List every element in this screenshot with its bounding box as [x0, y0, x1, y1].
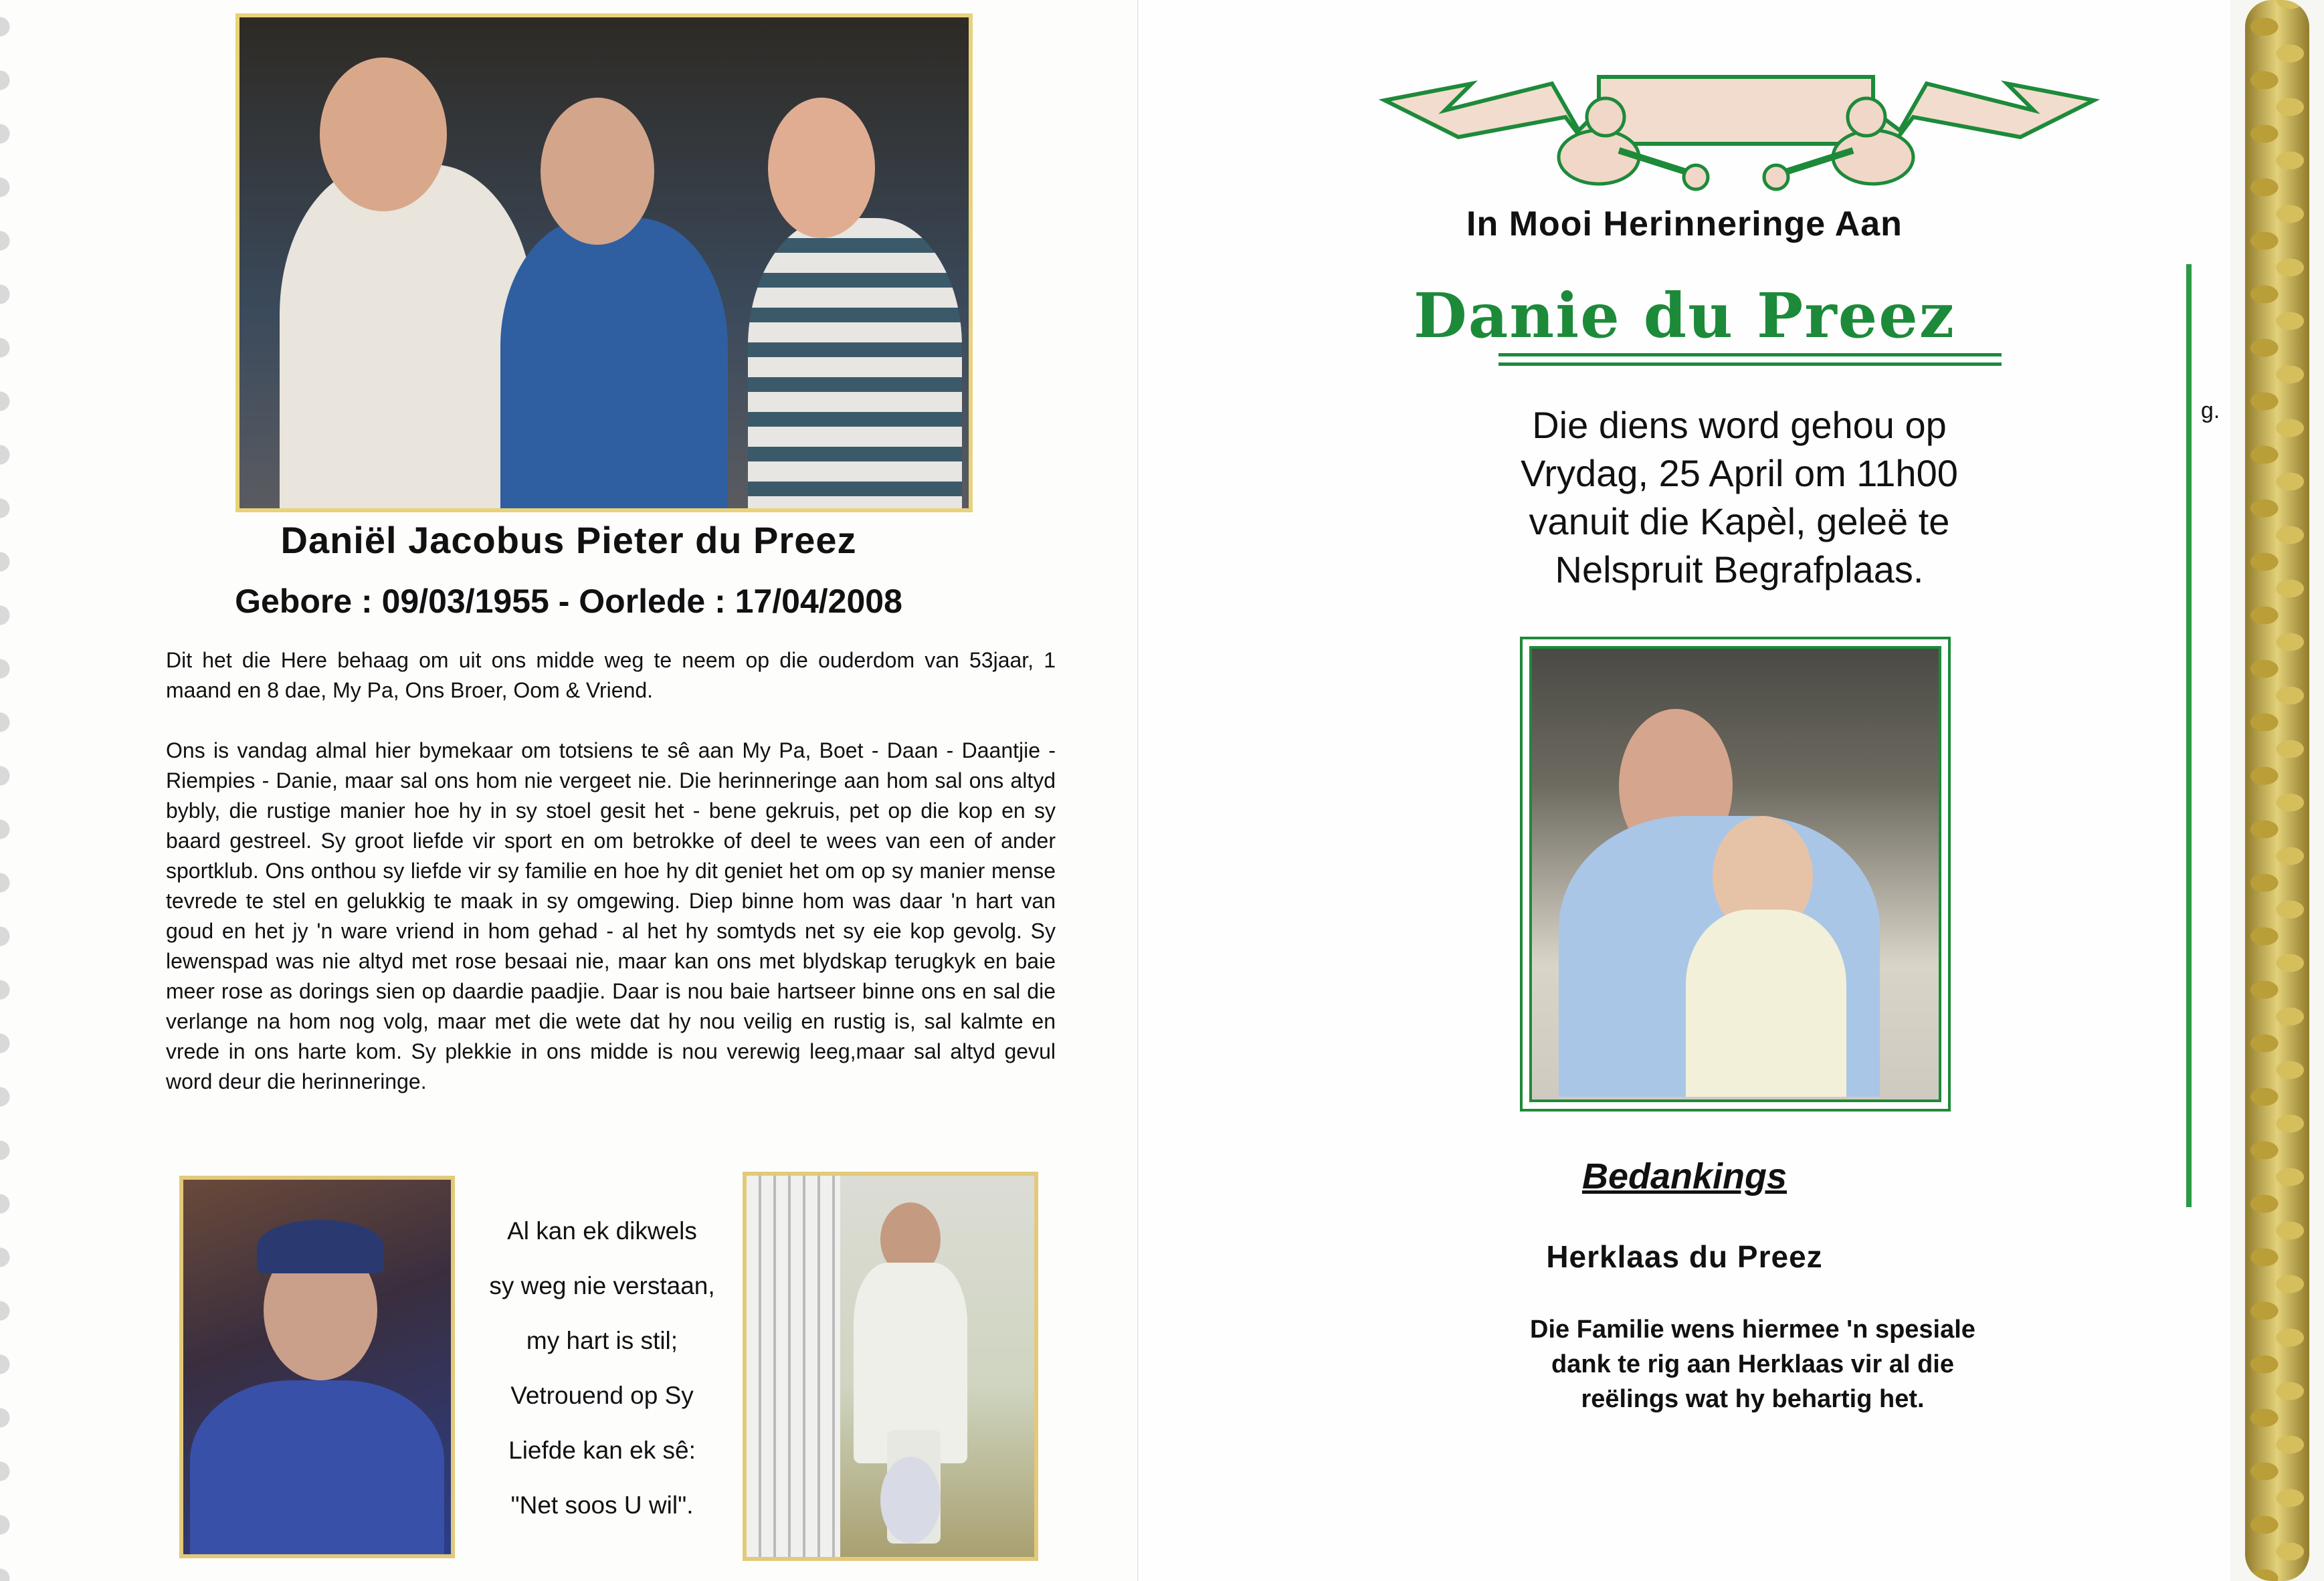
- verse-line: Vetrouend op Sy: [510, 1382, 694, 1409]
- verse-line: sy weg nie verstaan,: [489, 1272, 715, 1299]
- service-line: Die diens word gehou op: [1532, 404, 1947, 446]
- gold-braid: [2245, 0, 2309, 1581]
- gold-braid-border: [2230, 0, 2324, 1581]
- family-photo: [235, 13, 973, 512]
- tribute-paragraph: Ons is vandag almal hier bymekaar om totsiens te sê aan My Pa, Boet - Daan - Daantjie - Riempies - Danie, maar sal ons hom nie vergeet nie. Die herinneringe aan hom sal ons altyd bybly, die rustige manier hoe hy in sy stoel gesit het - bene gekruis, pet op die kop en sy baard gestreel. Sy groot liefde vir sport en om betrokke of deel te wees van een of ander sportklub. Ons onthou sy liefde vir sy familie en hoe hy dit geniet het om op sy manier mense tevrede te stel en gelukkig te maak in sy omgewing. Diep binne hom was daar 'n hart van goud en het jy 'n ware vriend in hom gehad - al het hy somtyds net sy eie kop gevolg. Sy lewenspad was nie altyd met rose besaai nie, maar kan ons met blydskap terugkyk en baie meer rose as dorings sien op daardie paadjie. Daar is nou baie hartseer binne ons en sal die verlange na hom nog volg, maar met die wete dat hy nou veilig en rustig is, sal kalmte en vrede in ons harte kom. Sy plekkie in ons midde is nou verewig leeg,maar sal altyd gevul word deur die herinneringe.: [166, 738, 1056, 1093]
- scalloped-edge: [0, 0, 15, 1581]
- name-underline: [1498, 362, 2002, 366]
- left-page: [0, 0, 1138, 1581]
- tribute-text: [166, 645, 1056, 1127]
- birth-death-dates: Gebore : 09/03/1955 - Oorlede : 17/04/2008: [235, 583, 902, 620]
- father-son-photo: [1529, 646, 1941, 1102]
- service-line: vanuit die Kapèl, geleë te: [1529, 500, 1950, 542]
- verse-line: Al kan ek dikwels: [507, 1217, 697, 1245]
- thanks-line: Die Familie wens hiermee 'n spesiale: [1530, 1315, 1975, 1344]
- name-underline: [1498, 353, 2002, 356]
- thanks-message: [1498, 1312, 2007, 1416]
- ribbon-banner-icon: [1378, 37, 2101, 204]
- next-page-edge-line: [2186, 264, 2192, 1207]
- deceased-name: Danie du Preez: [1414, 280, 1955, 352]
- full-name: Daniël Jacobus Pieter du Preez: [280, 519, 857, 561]
- verse: [462, 1204, 743, 1533]
- verse-line: my hart is stil;: [526, 1327, 678, 1354]
- verse-line: Liefde kan ek sê:: [508, 1437, 696, 1464]
- thanks-line: reëlings wat hy behartig het.: [1581, 1385, 1925, 1413]
- thanks-line: dank te rig aan Herklaas vir al die: [1551, 1350, 1954, 1378]
- portrait-photo-cap: [179, 1176, 455, 1558]
- next-page-fragment: g.: [2201, 398, 2220, 423]
- verse-line: "Net soos U wil".: [510, 1491, 694, 1519]
- garden-photo: [743, 1172, 1038, 1561]
- thanks-person: Herklaas du Preez: [1546, 1239, 1823, 1274]
- service-line: Nelspruit Begrafplaas.: [1555, 548, 1924, 591]
- memorial-header: In Mooi Herinneringe Aan: [1466, 205, 1903, 243]
- thanks-heading: Bedankings: [1581, 1156, 1787, 1196]
- tribute-paragraph: Dit het die Here behaag om uit ons midde weg te neem op die ouderdom van 53jaar, 1 maand en 8 dae, My Pa, Ons Broer, Oom & Vriend.: [166, 648, 1056, 702]
- service-details: [1485, 401, 1994, 594]
- service-line: Vrydag, 25 April om 11h00: [1521, 452, 1958, 494]
